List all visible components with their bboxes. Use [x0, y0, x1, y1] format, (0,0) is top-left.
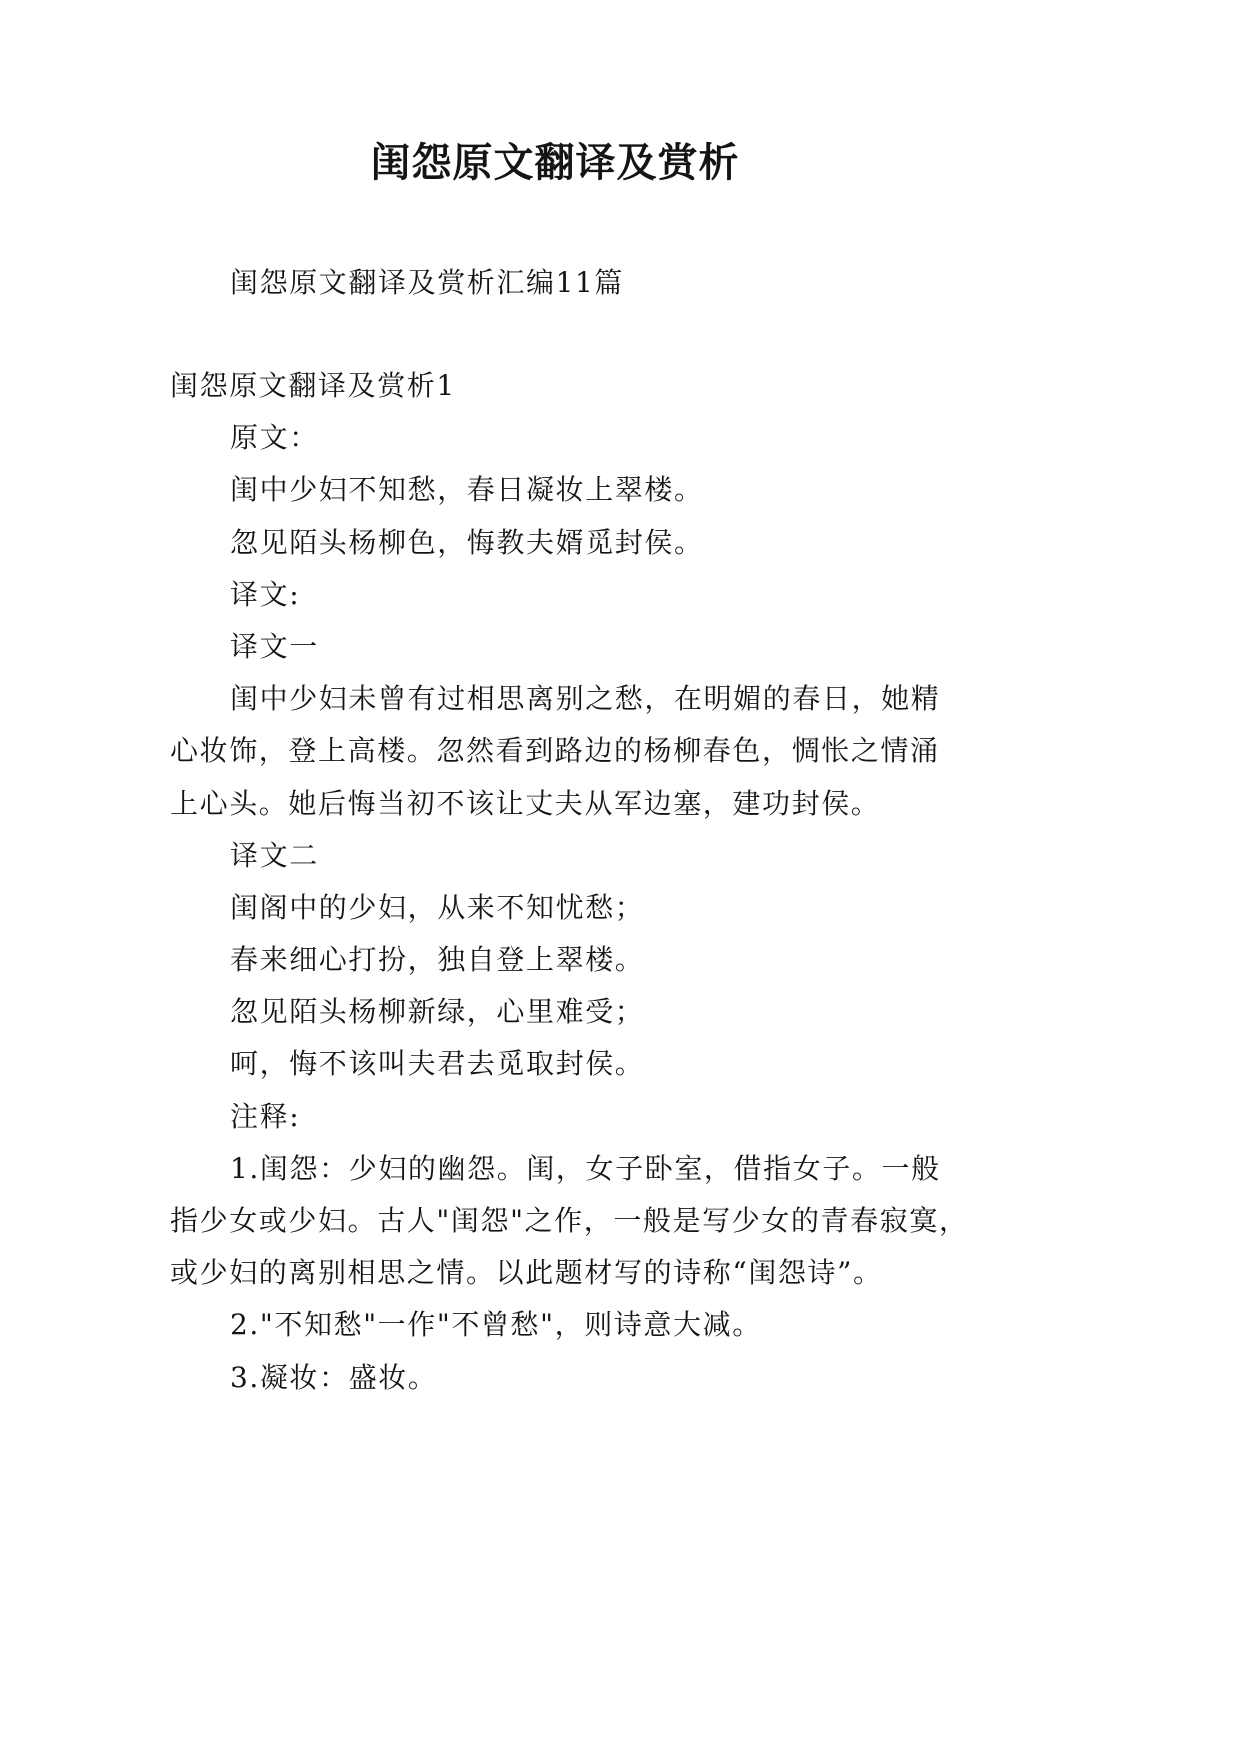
translation-two-line: 呵，悔不该叫夫君去觅取封侯。	[230, 1047, 645, 1081]
translation-one-line: 上心头。她后悔当初不该让丈夫从军边塞，建功封侯。	[170, 786, 881, 820]
original-section	[170, 412, 990, 569]
translation-one	[170, 621, 990, 830]
translation-two	[170, 830, 990, 1091]
translation-two-line: 闺阁中的少妇，从来不知忧愁；	[230, 890, 645, 924]
translation-one-line: 闺中少妇未曾有过相思离别之愁，在明媚的春日，她精	[230, 682, 941, 716]
document-title: 闺怨原文翻译及赏析	[370, 139, 740, 186]
translation-two-line: 忽见陌头杨柳新绿，心里难受；	[230, 995, 645, 1029]
translation-section	[170, 569, 990, 1091]
translation-label: 译文:	[230, 577, 301, 611]
document-body	[170, 360, 990, 1404]
notes-label: 注释:	[230, 1099, 301, 1133]
note-line: 1.闺怨：少妇的幽怨。闺，女子卧室，借指女子。一般	[230, 1151, 941, 1185]
note-line: 或少妇的离别相思之情。以此题材写的诗称“闺怨诗”。	[170, 1256, 883, 1290]
poem-line: 忽见陌头杨柳色，悔教夫婿觅封侯。	[230, 525, 704, 559]
translation-one-label: 译文一	[230, 629, 319, 663]
note-line: 指少女或少妇。古人"闺怨"之作，一般是写少女的青春寂寞，	[170, 1204, 969, 1237]
poem-line: 闺中少妇不知愁，春日凝妆上翠楼。	[230, 473, 704, 507]
note-line: 3.凝妆：盛妆。	[230, 1360, 438, 1394]
section-heading: 闺怨原文翻译及赏析1	[170, 369, 456, 402]
original-label: 原文：	[230, 421, 319, 455]
translation-two-line: 春来细心打扮，独自登上翠楼。	[230, 943, 645, 977]
note-line: 2."不知愁"一作"不曾愁"，则诗意大减。	[230, 1308, 762, 1342]
note-item	[170, 1143, 990, 1300]
translation-one-line: 心妆饰，登上高楼。忽然看到路边的杨柳春色，惆怅之情涌	[170, 734, 940, 768]
translation-two-label: 译文二	[230, 838, 319, 872]
notes-section	[170, 1091, 990, 1404]
note-item	[170, 1352, 990, 1404]
document-subtitle: 闺怨原文翻译及赏析汇编11篇	[230, 266, 625, 299]
note-item	[170, 1299, 990, 1351]
